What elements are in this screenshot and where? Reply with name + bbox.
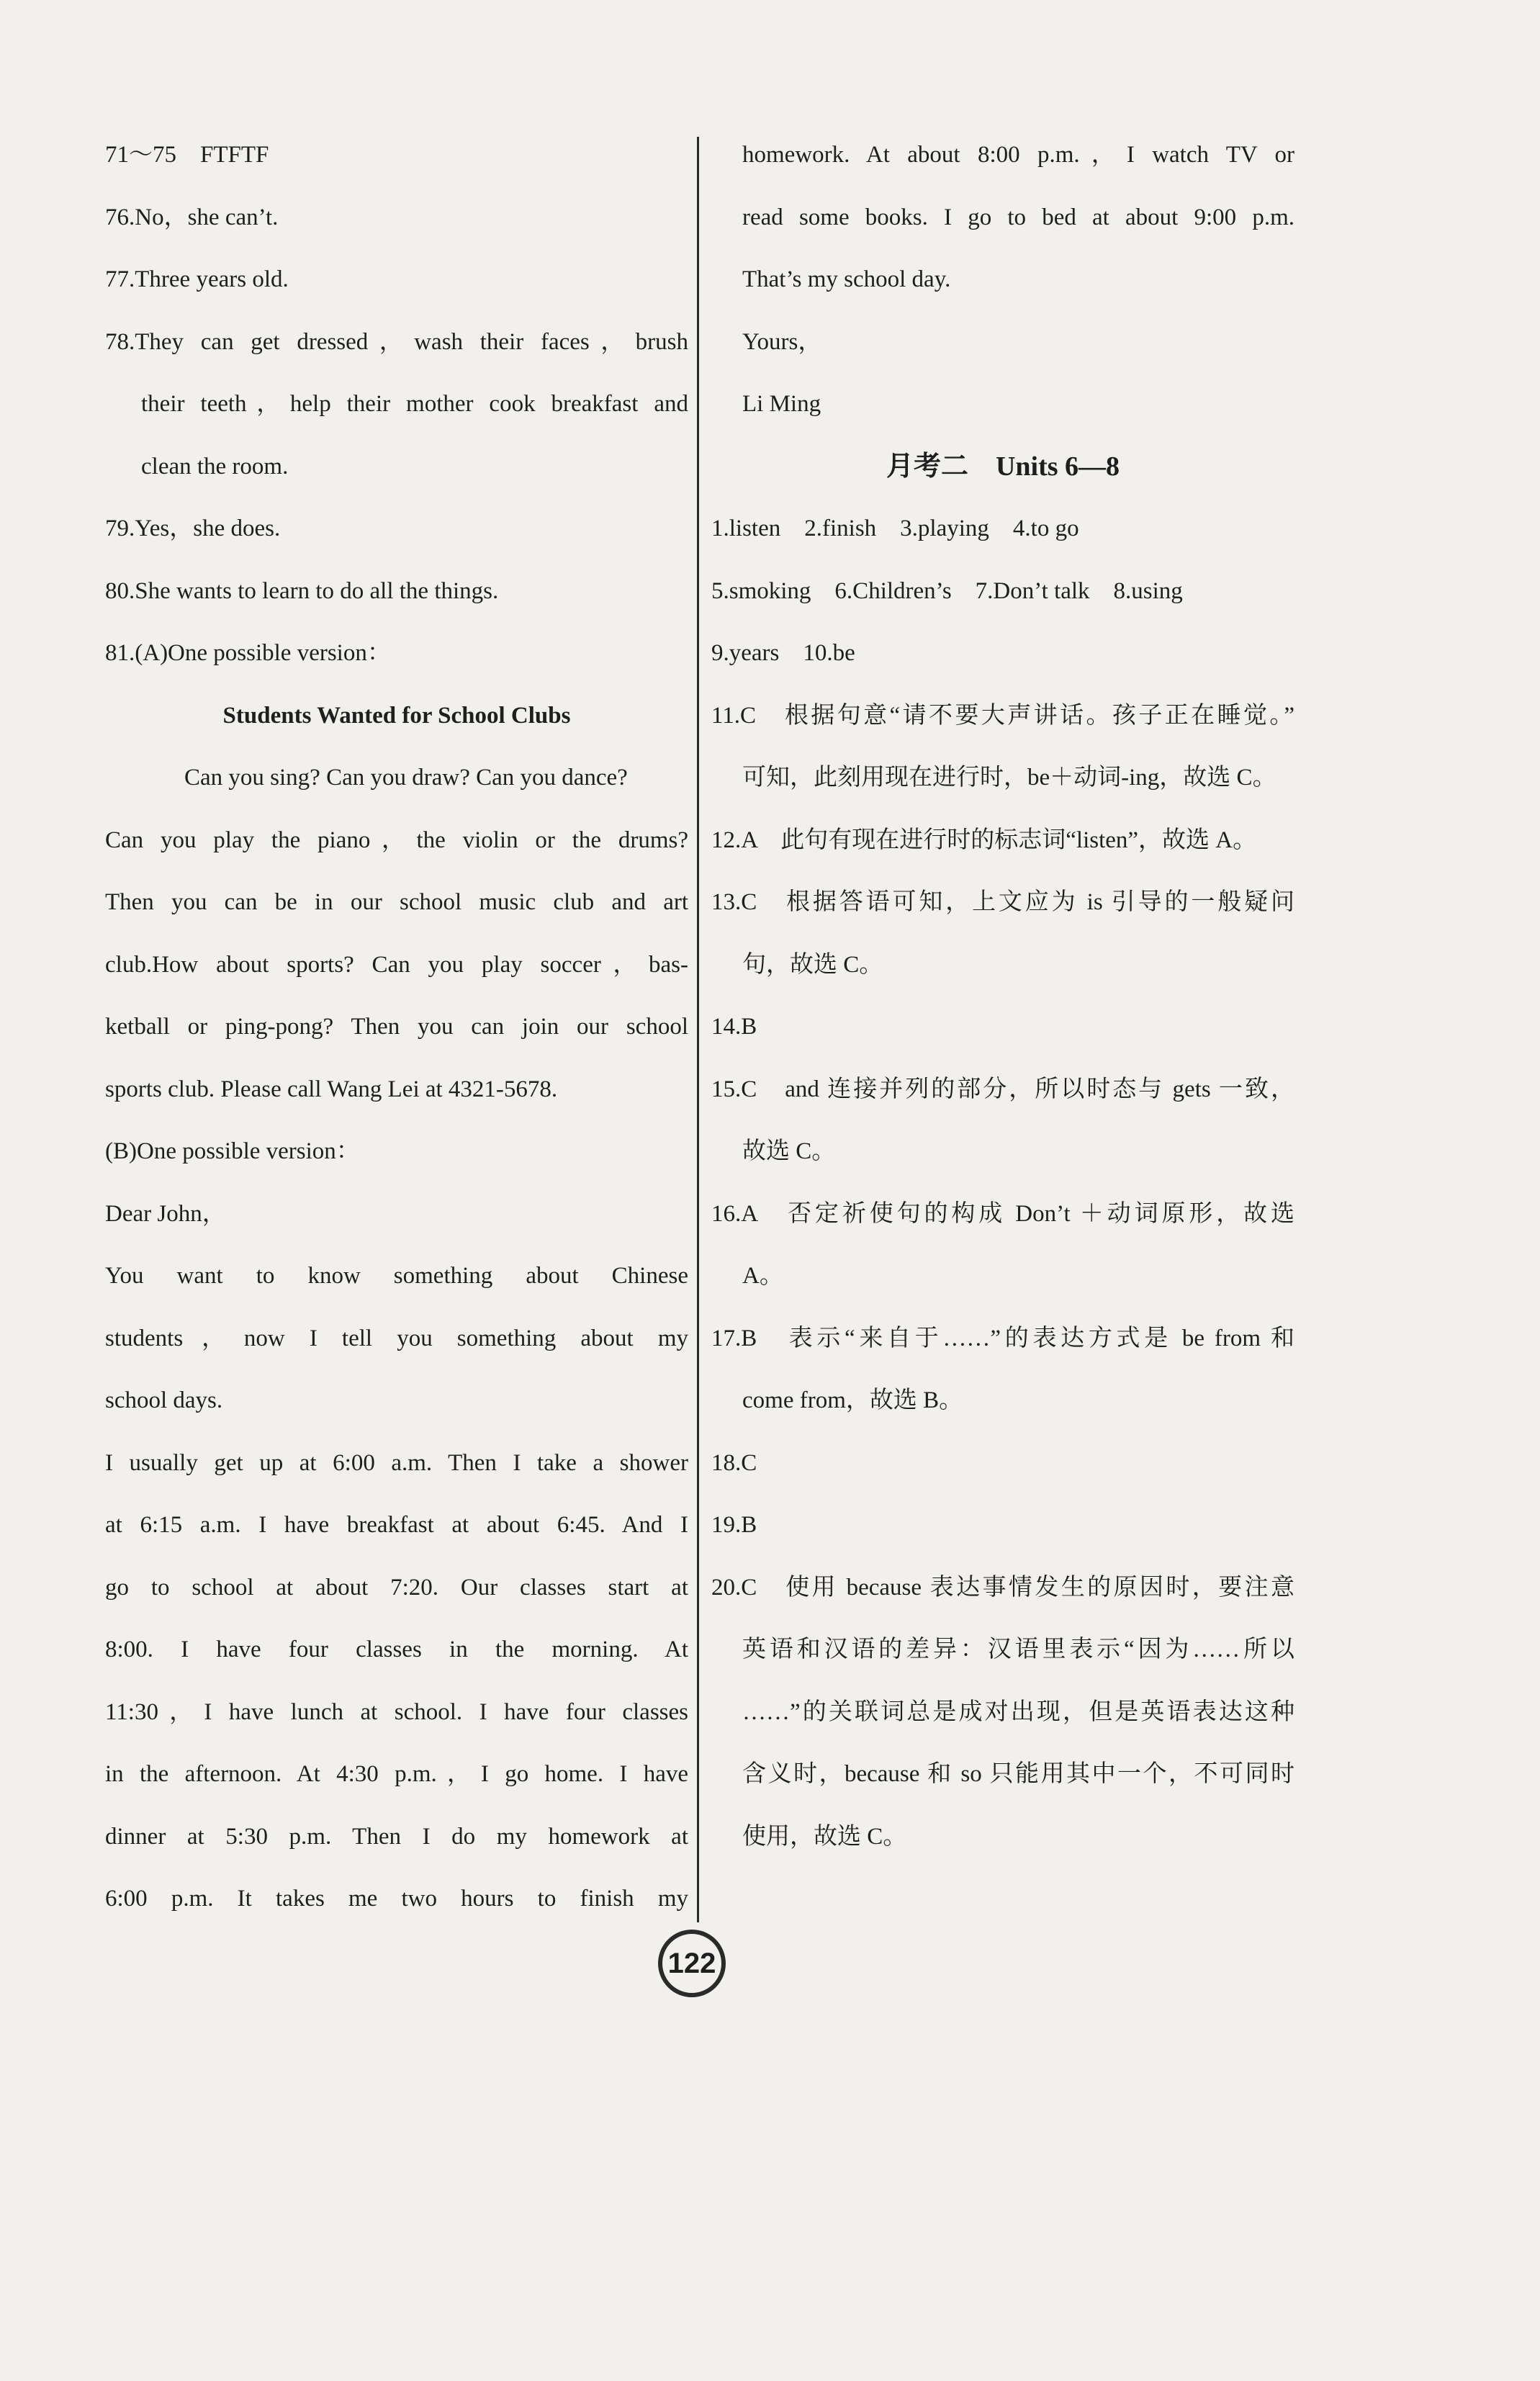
- answer-line: students，now I tell you something about my: [105, 1325, 688, 1351]
- answer-line: their teeth，help their mother cook breakfast and: [141, 391, 688, 417]
- answer-line: 使用，故选 C。: [742, 1823, 907, 1850]
- answer-line: 句，故选 C。: [742, 951, 883, 978]
- answer-line: 12.A 此句有现在进行时的标志词“listen”，故选 A。: [711, 827, 1257, 853]
- answer-line: Can you play the piano，the violin or the drums?: [105, 827, 688, 853]
- answer-line: (B)One possible version：: [105, 1138, 360, 1164]
- page-number: 122: [658, 1930, 726, 1997]
- answer-line: 19.B: [711, 1512, 757, 1538]
- answer-line: at 6:15 a.m. I have breakfast at about 6:45. And I: [105, 1512, 688, 1538]
- answer-line: in the afternoon. At 4:30 p.m.，I go home. I have: [105, 1761, 688, 1787]
- answer-line: 79.Yes，she does.: [105, 516, 281, 541]
- answer-line: 17.B 表示“来自于……”的表达方式是 be from 和: [711, 1325, 1294, 1351]
- answer-line: clean the room.: [141, 453, 289, 480]
- answer-line: come from，故选 B。: [742, 1387, 963, 1413]
- answer-line: You want to know something about Chinese: [105, 1263, 688, 1289]
- section-heading: 月考二 Units 6—8: [886, 451, 1120, 482]
- answer-line: 15.C and 连接并列的部分，所以时态与 gets 一致，: [711, 1076, 1294, 1102]
- answer-line: club.How about sports? Can you play soccer，bas-: [105, 951, 688, 978]
- answer-line: Dear John，: [105, 1200, 226, 1227]
- answer-line: 含义时，because 和 so 只能用其中一个，不可同时: [742, 1761, 1294, 1787]
- answer-line: 1.listen 2.finish 3.playing 4.to go: [711, 516, 1079, 541]
- answer-line: 英语和汉语的差异：汉语里表示“因为……所以: [742, 1637, 1294, 1662]
- answer-line: 6:00 p.m. It takes me two hours to finish my: [105, 1886, 688, 1912]
- answer-line: sports club. Please call Wang Lei at 4321-5678.: [105, 1076, 558, 1102]
- answer-line: That’s my school day.: [742, 266, 951, 292]
- answer-line: 20.C 使用 because 表达事情发生的原因时，要注意: [711, 1574, 1294, 1601]
- right-column: [711, 124, 1294, 1868]
- answer-line: 11.C 根据句意“请不要大声讲话。孩子正在睡觉。”: [711, 702, 1294, 729]
- answer-line: 8:00. I have four classes in the morning. At: [105, 1637, 688, 1662]
- answer-line: 13.C 根据答语可知，上文应为 is 引导的一般疑问: [711, 889, 1294, 915]
- answer-line: 78.They can get dressed，wash their faces，brush: [105, 328, 688, 355]
- answer-line: 16.A 否定祈使句的构成 Don’t ＋动词原形，故选: [711, 1200, 1294, 1227]
- answer-line: 80.She wants to learn to do all the things.: [105, 577, 499, 604]
- answer-line: read some books. I go to bed at about 9:00 p.m.: [742, 204, 1294, 230]
- answer-line: A。: [742, 1263, 783, 1289]
- answer-line: 9.years 10.be: [711, 640, 855, 666]
- answer-line: go to school at about 7:20. Our classes start at: [105, 1574, 688, 1601]
- answer-line: Then you can be in our school music club and art: [105, 889, 688, 915]
- answer-line: 77.Three years old.: [105, 266, 289, 292]
- answer-line: 71～75 FTFTF: [105, 142, 269, 168]
- answer-line: 14.B: [711, 1014, 757, 1040]
- answer-line: I usually get up at 6:00 a.m. Then I take a shower: [105, 1449, 688, 1476]
- answer-line: 可知，此刻用现在进行时，be＋动词-ing，故选 C。: [742, 765, 1276, 791]
- left-column: [105, 124, 688, 1930]
- answer-line: 76.No，she can’t.: [105, 204, 279, 230]
- answer-line: 11:30，I have lunch at school. I have four classes: [105, 1698, 688, 1725]
- answer-line: Li Ming: [742, 391, 821, 417]
- answer-line: school days.: [105, 1387, 223, 1413]
- answer-line: 5.smoking 6.Children’s 7.Don’t talk 8.using: [711, 577, 1183, 604]
- answer-line: 故选 C。: [742, 1138, 836, 1164]
- answer-line: 18.C: [711, 1449, 757, 1476]
- answer-line: ……”的关联词总是成对出现，但是英语表达这种: [742, 1698, 1294, 1725]
- answer-line: 81.(A)One possible version：: [105, 640, 391, 666]
- answer-line: homework. At about 8:00 p.m.，I watch TV or: [742, 142, 1294, 168]
- answer-line: Can you sing? Can you draw? Can you dance?: [184, 765, 628, 791]
- column-divider: [697, 137, 699, 1922]
- essay-title: Students Wanted for School Clubs: [222, 702, 571, 729]
- answer-line: dinner at 5:30 p.m. Then I do my homework at: [105, 1823, 688, 1850]
- answer-line: Yours，: [742, 328, 822, 355]
- answer-line: ketball or ping-pong? Then you can join our school: [105, 1014, 688, 1040]
